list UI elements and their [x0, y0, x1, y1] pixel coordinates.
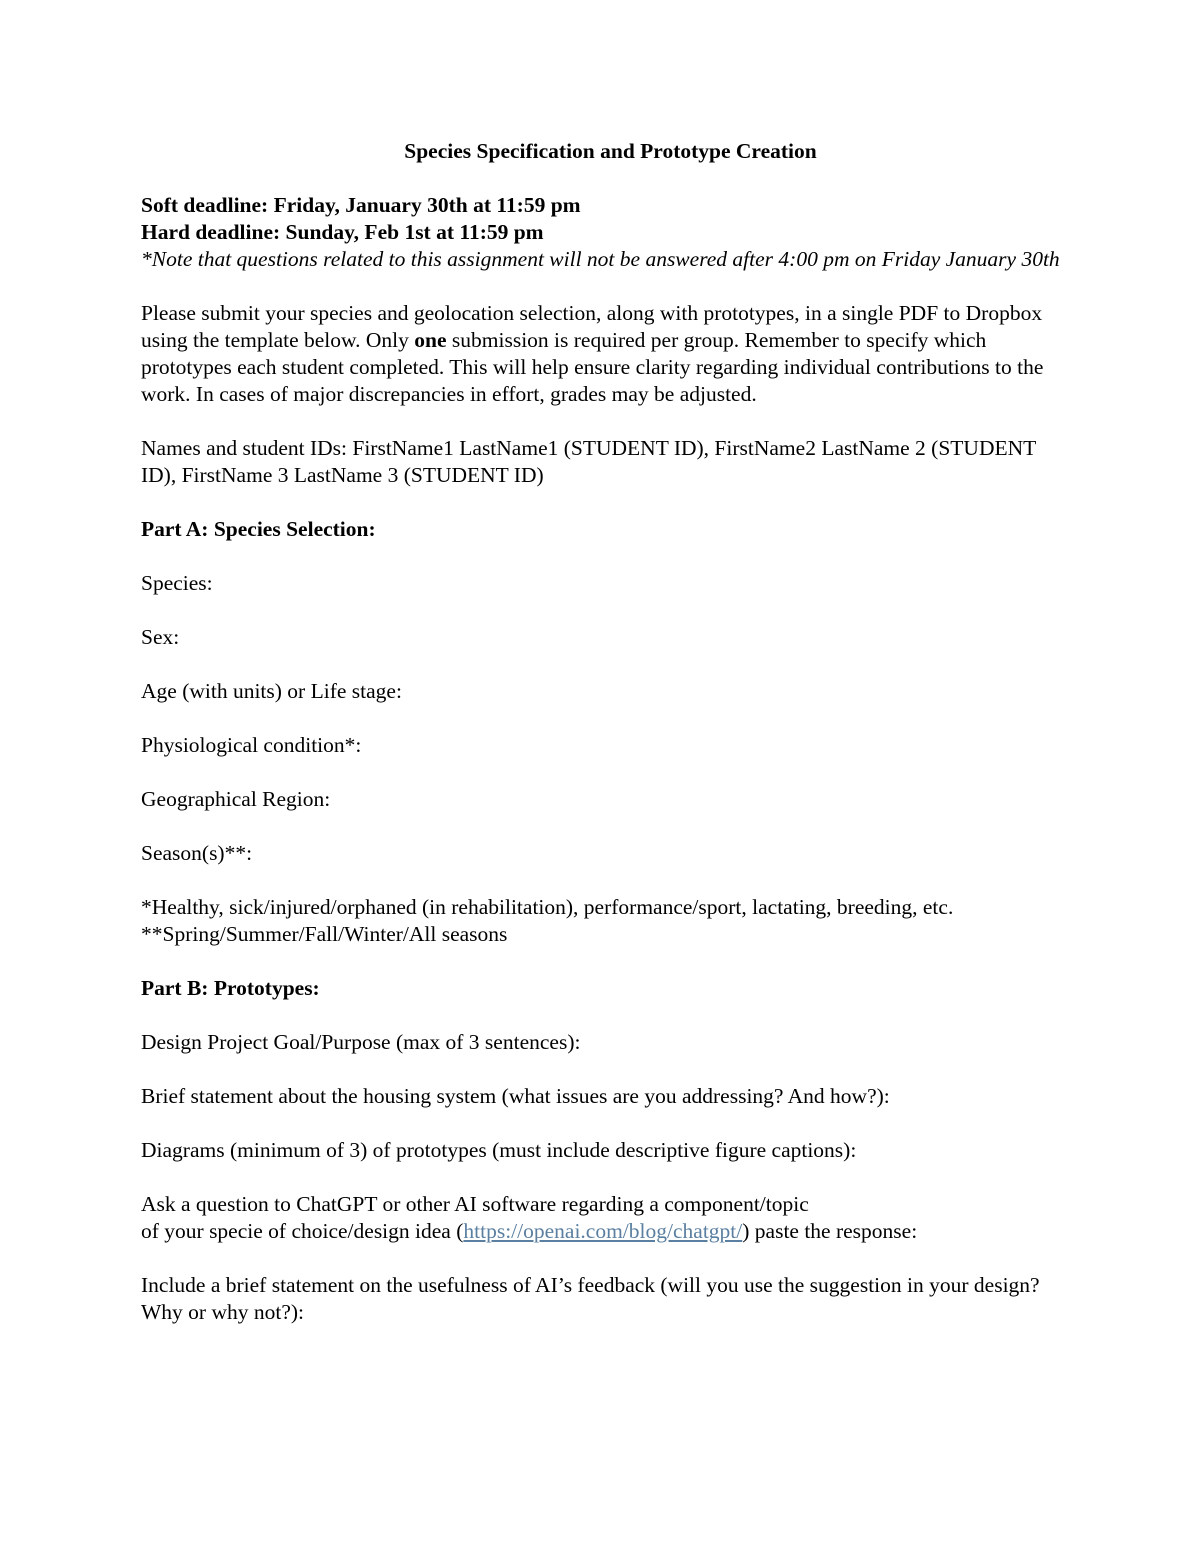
- spacer: [141, 705, 1066, 732]
- document-title: Species Specification and Prototype Creation: [404, 139, 817, 163]
- part-a-heading: Part A: Species Selection:: [141, 517, 376, 541]
- spacer: [141, 1002, 1066, 1029]
- instructions-emphasis: one: [414, 328, 447, 352]
- spacer: [141, 651, 1066, 678]
- spacer: [141, 1245, 1066, 1272]
- document-page: [141, 138, 1066, 1326]
- spacer: [141, 813, 1066, 840]
- instructions-paragraph: [141, 300, 1066, 408]
- spacer: [141, 1056, 1066, 1083]
- field-sex: Sex:: [141, 625, 180, 649]
- spacer: [141, 273, 1066, 300]
- spacer: [141, 867, 1066, 894]
- field-diagrams: Diagrams (minimum of 3) of prototypes (must include descriptive figure captions):: [141, 1138, 857, 1162]
- spacer: [141, 543, 1066, 570]
- field-season: Season(s)**:: [141, 841, 253, 865]
- field-species: Species:: [141, 571, 213, 595]
- ai-question-line-2: [141, 1218, 1066, 1245]
- field-age: Age (with units) or Life stage:: [141, 679, 402, 703]
- soft-deadline: Soft deadline: Friday, January 30th at 11:59 pm: [141, 193, 581, 217]
- footnote-condition: *Healthy, sick/injured/orphaned (in rehabilitation), performance/sport, lactating, breeding, etc.: [141, 895, 954, 919]
- spacer: [141, 1164, 1066, 1191]
- field-housing-statement: Brief statement about the housing system (what issues are you addressing? And how?):: [141, 1084, 890, 1108]
- instructions-text-end: submission is required per group. Remember to specify which prototypes each student completed. This will help ensure clarity regarding individual contributions to the work. In cases of major discrepancies in effort, grades may be adjusted.: [141, 328, 1044, 406]
- spacer: [141, 408, 1066, 435]
- ai-question-line-1: Ask a question to ChatGPT or other AI software regarding a component/topic: [141, 1192, 809, 1216]
- spacer: [141, 759, 1066, 786]
- hard-deadline: Hard deadline: Sunday, Feb 1st at 11:59 pm: [141, 220, 544, 244]
- spacer: [141, 165, 1066, 192]
- spacer: [141, 489, 1066, 516]
- ai-question-text-end: ) paste the response:: [742, 1219, 918, 1243]
- footnote-season: **Spring/Summer/Fall/Winter/All seasons: [141, 922, 508, 946]
- part-b-heading: Part B: Prototypes:: [141, 976, 320, 1000]
- field-geographical-region: Geographical Region:: [141, 787, 331, 811]
- spacer: [141, 597, 1066, 624]
- field-project-goal: Design Project Goal/Purpose (max of 3 sentences):: [141, 1030, 581, 1054]
- instructions-text-start: Please submit your species and geolocation selection, along with prototypes, in a single PDF to Dropbox using the template below. Only: [141, 301, 1043, 352]
- field-physiological-condition: Physiological condition*:: [141, 733, 362, 757]
- spacer: [141, 948, 1066, 975]
- names-and-ids: Names and student IDs: FirstName1 LastName1 (STUDENT ID), FirstName2 LastName 2 (STUDENT ID), FirstName 3 LastName 3 (STUDENT ID): [141, 436, 1036, 487]
- deadline-note: *Note that questions related to this assignment will not be answered after 4:00 pm on Friday January 30th: [141, 247, 1060, 271]
- field-ai-feedback: Include a brief statement on the usefulness of AI’s feedback (will you use the suggestion in your design? Why or why not?):: [141, 1273, 1040, 1324]
- ai-question-text-start: of your specie of choice/design idea (: [141, 1219, 464, 1243]
- spacer: [141, 1110, 1066, 1137]
- chatgpt-link[interactable]: https://openai.com/blog/chatgpt/: [463, 1219, 743, 1243]
